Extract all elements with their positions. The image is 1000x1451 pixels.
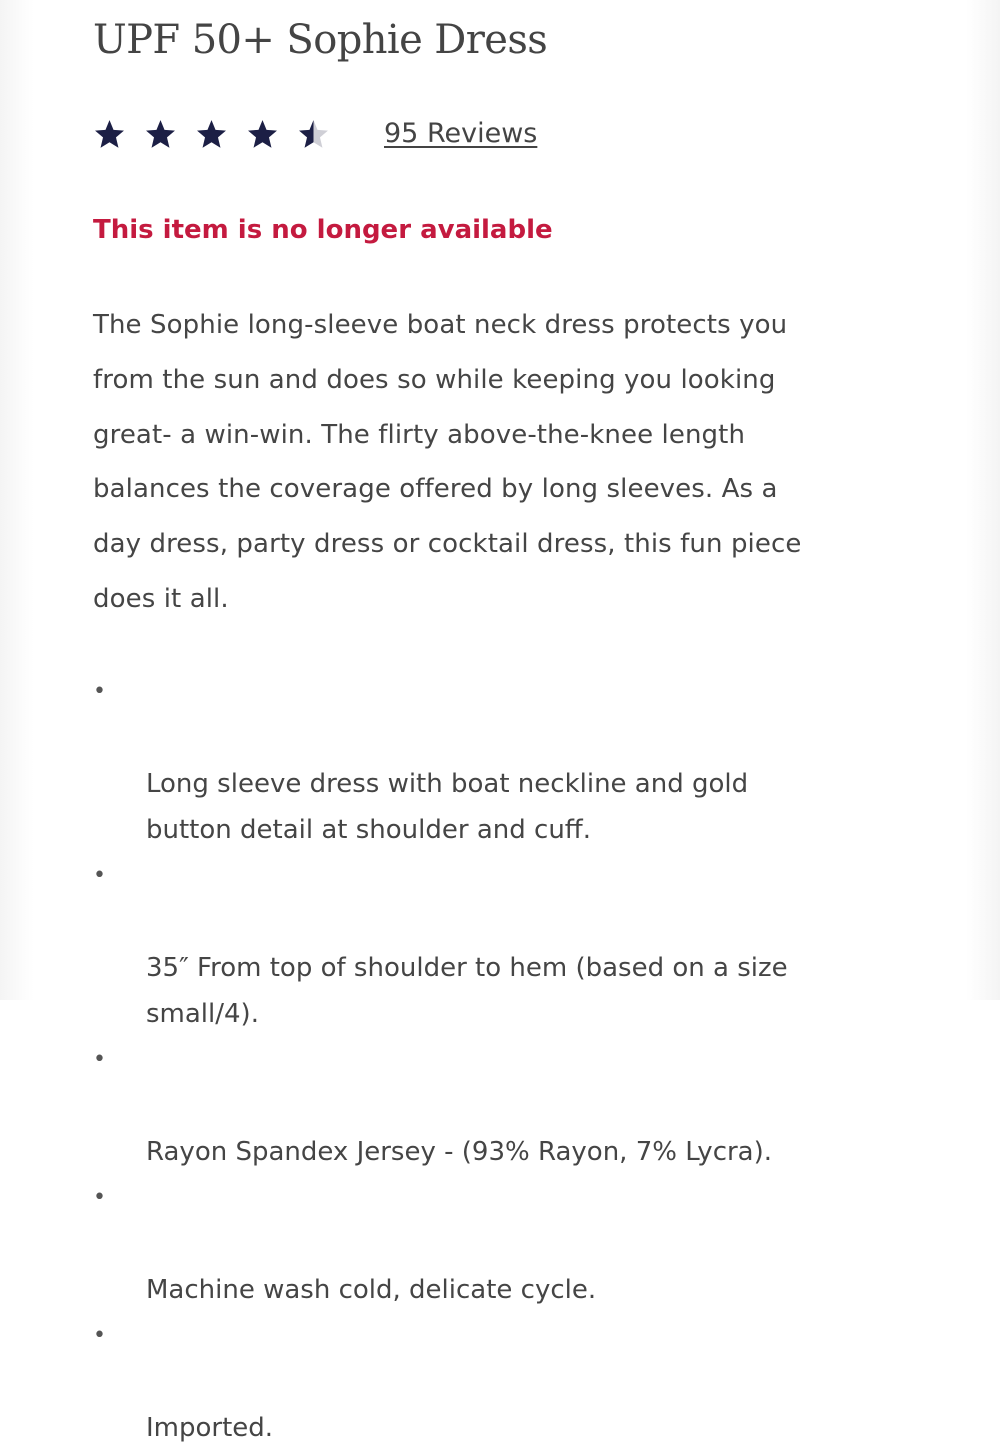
bullet-icon: • (93, 679, 106, 704)
star-full-icon (246, 118, 279, 151)
feature-item (93, 1175, 953, 1313)
bullet-icon: • (93, 863, 106, 888)
feature-text: Machine wash cold, delicate cycle. (146, 1275, 597, 1305)
product-rating (93, 112, 537, 156)
feature-item (93, 1037, 953, 1175)
bullet-icon: • (93, 1323, 106, 1348)
star-half-icon (297, 118, 330, 151)
product-description: The Sophie long-sleeve boat neck dress protects you from the sun and does so while keeping you looking great- a win-win. The flirty above-the-knee length balances the coverage offered by long sleeves. As a day dress, party dress or cocktail dress, this fun piece does it all. (93, 310, 802, 614)
star-full-icon (195, 118, 228, 151)
feature-text: Imported. (146, 1413, 274, 1443)
availability-notice: This item is no longer available (93, 215, 553, 245)
right-edge-shadow (966, 0, 1000, 1000)
star-full-icon (144, 118, 177, 151)
bullet-icon: • (93, 1185, 106, 1210)
rating-stars (93, 118, 330, 151)
feature-item (93, 1313, 953, 1451)
feature-text: Long sleeve dress with boat neckline and gold button detail at shoulder and cuff. (146, 769, 749, 845)
reviews-link[interactable]: 95 Reviews (384, 118, 538, 149)
feature-item (93, 853, 953, 1037)
product-title: UPF 50+ Sophie Dress (93, 17, 548, 63)
feature-item (93, 669, 953, 853)
feature-text: 35″ From top of shoulder to hem (based on a size small/4). (146, 953, 788, 1029)
bullet-icon: • (93, 1047, 106, 1072)
left-edge-shadow (0, 0, 34, 1000)
star-full-icon (93, 118, 126, 151)
feature-text: Rayon Spandex Jersey - (93% Rayon, 7% Lycra). (146, 1137, 773, 1167)
feature-list (93, 669, 953, 1451)
